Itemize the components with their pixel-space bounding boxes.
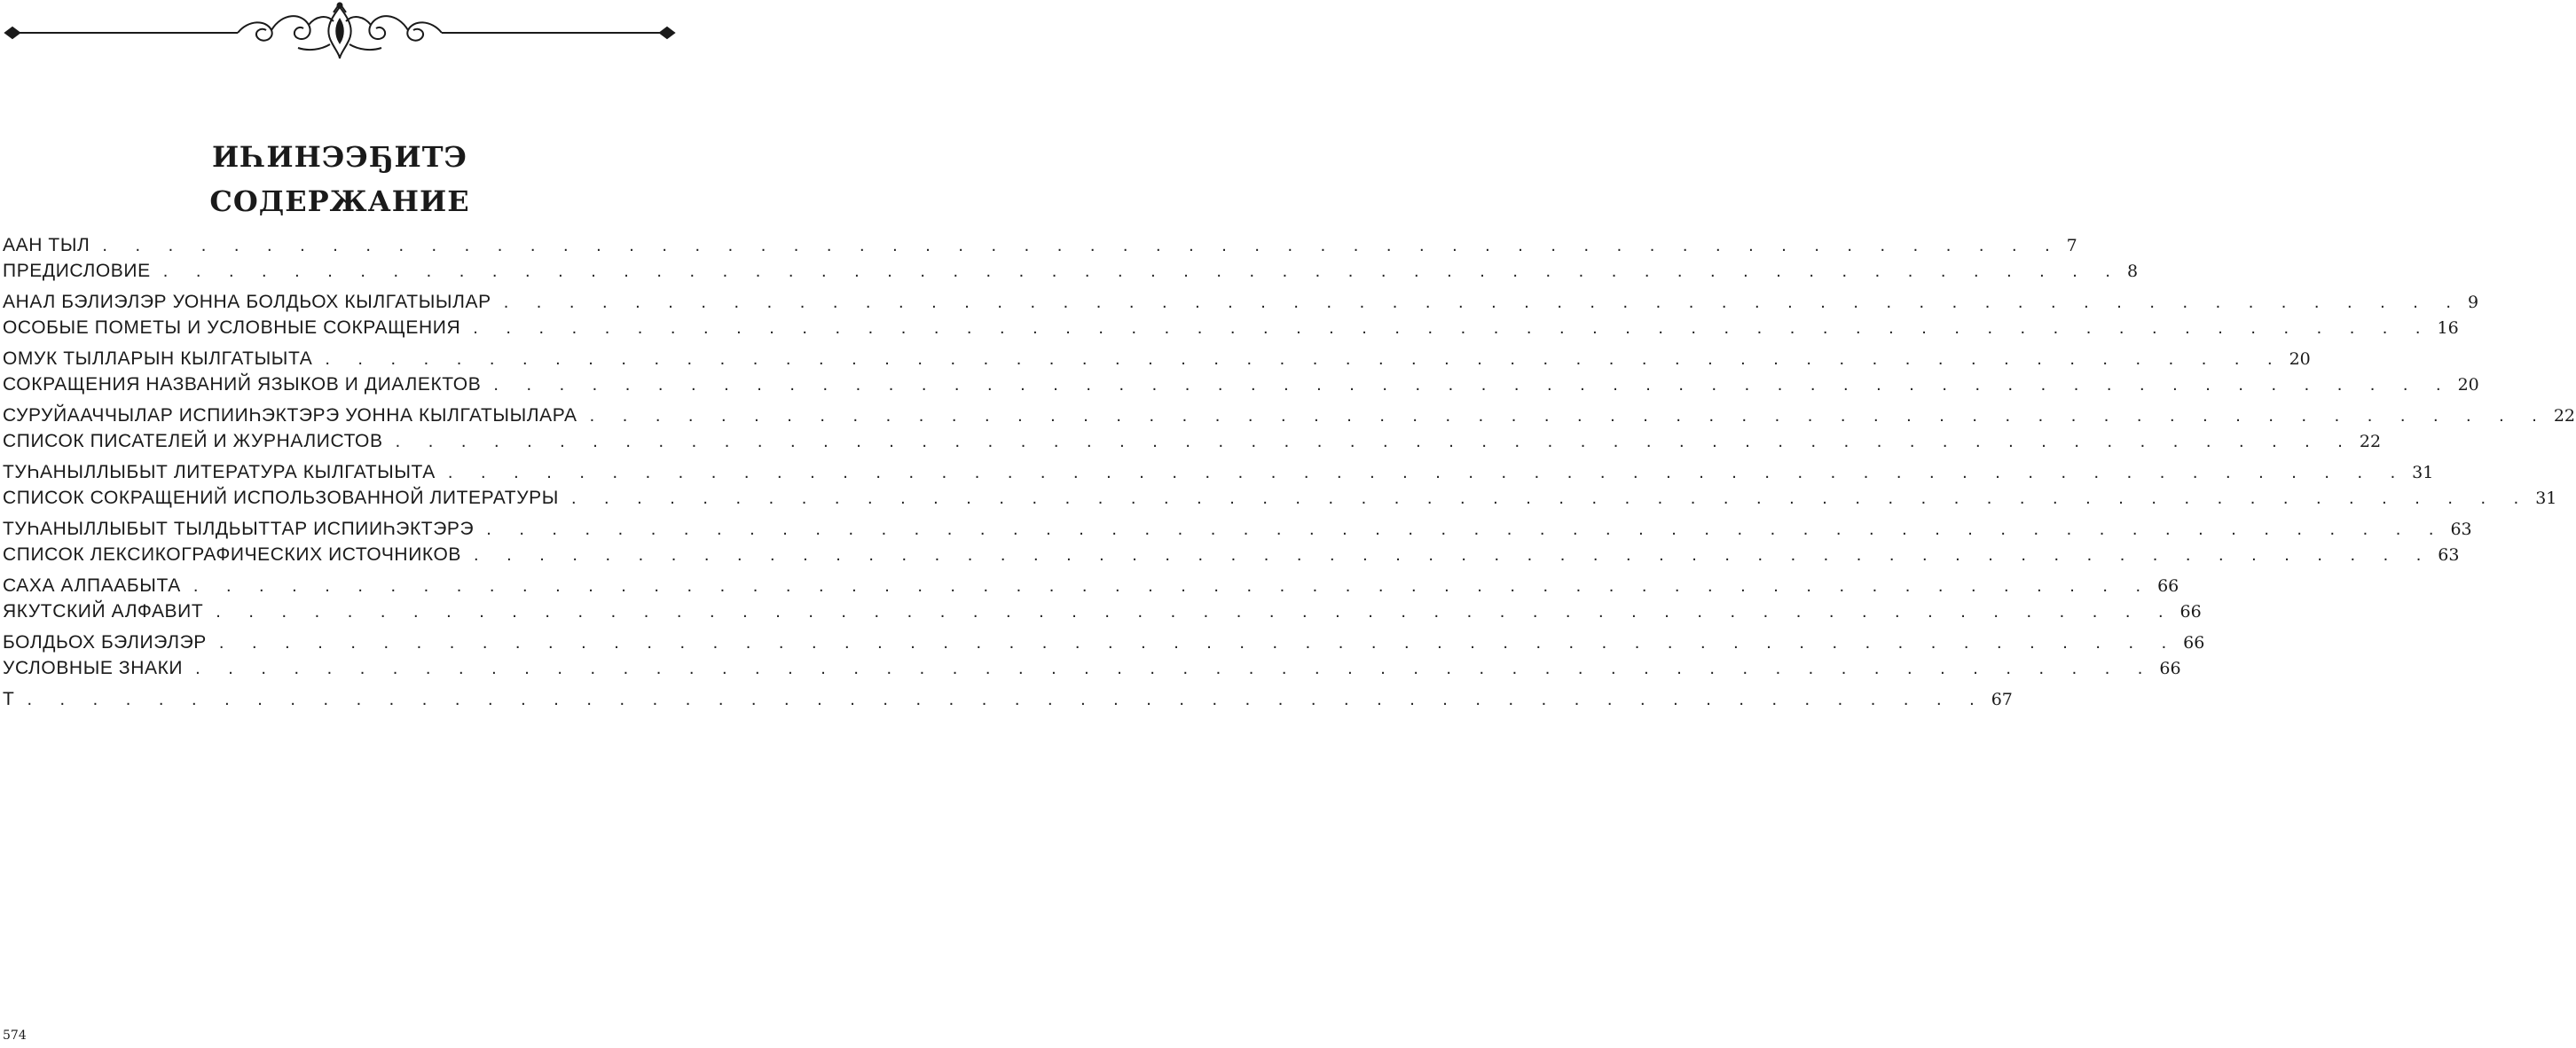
toc-group [0, 459, 2557, 511]
toc-entry-page: 9 [2467, 293, 2479, 312]
toc-entry[interactable] [0, 542, 2460, 567]
toc-entry-page: 66 [2159, 659, 2181, 678]
toc-group [0, 686, 2013, 712]
toc-entry[interactable] [0, 403, 2576, 428]
toc-entry[interactable] [0, 573, 2179, 598]
toc-leader-dots: . . . . . . . . . . . . . . . . . . . . . . . . . . . . . . . . . . . . . . . . . . . . . . . . . . . . . . . . . . . . [27, 690, 1986, 709]
toc-entry-title: ПРЕДИСЛОВИЕ [3, 261, 151, 281]
toc-entry-page: 66 [2179, 602, 2202, 622]
toc-entry-page: 31 [2412, 463, 2434, 482]
toc-entry-page: 22 [2359, 432, 2382, 451]
toc-leader-dots: . . . . . . . . . . . . . . . . . . . . . . . . . . . . . . . . . . . . . . . . . . . . . . . . . . . . . . . . . . . . [395, 432, 2354, 451]
toc-entry-title: БОЛДЬОХ БЭЛИЭЛЭР [3, 632, 207, 653]
toc-entry-title: АНАЛ БЭЛИЭЛЭР УОННА БОЛДЬОХ КЫЛГАТЫЫЛАР [3, 292, 491, 312]
toc-entry[interactable] [0, 428, 2382, 454]
toc-entry[interactable] [0, 371, 2479, 397]
toc-entry-page: 20 [2289, 349, 2311, 369]
toc-leader-dots: . . . . . . . . . . . . . . . . . . . . . . . . . . . . . . . . . . . . . . . . . . . . . . . . . . . . . . . . . . . . [589, 406, 2549, 426]
toc-entry-title: СОКРАЩЕНИЯ НАЗВАНИЙ ЯЗЫКОВ И ДИАЛЕКТОВ [3, 374, 482, 395]
toc-entry-page: 66 [2157, 576, 2179, 596]
toc-group [0, 573, 2202, 624]
toc-leader-dots: . . . . . . . . . . . . . . . . . . . . . . . . . . . . . . . . . . . . . . . . . . . . . . . . . . . . . . . . . . . . [192, 576, 2153, 596]
toc-entry[interactable] [0, 655, 2181, 681]
toc-leader-dots: . . . . . . . . . . . . . . . . . . . . . . . . . . . . . . . . . . . . . . . . . . . . . . . . . . . . . . . . . . . . [195, 659, 2155, 678]
toc-group [0, 232, 2139, 284]
toc-entry-title: ТУҺАНЫЛЛЫБЫТ ЛИТЕРАТУРА КЫЛГАТЫЫТА [3, 462, 436, 482]
toc-leader-dots: . . . . . . . . . . . . . . . . . . . . . . . . . . . . . . . . . . . . . . . . . . . . . . . . . . . . . . . . . . . . [473, 318, 2432, 338]
toc-leader-dots: . . . . . . . . . . . . . . . . . . . . . . . . . . . . . . . . . . . . . . . . . . . . . . . . . . . . . . . . . . . . [325, 349, 2284, 369]
toc-entry-title: САХА АЛПААБЫТА [3, 575, 181, 596]
toc-entry[interactable] [0, 232, 2077, 258]
page-number: 574 [3, 1028, 27, 1043]
toc-entry[interactable] [0, 630, 2205, 655]
toc-entry-title: СПИСОК ПИСАТЕЛЕЙ И ЖУРНАЛИСТОВ [3, 431, 383, 451]
toc-entry-title: СПИСОК СОКРАЩЕНИЙ ИСПОЛЬЗОВАННОЙ ЛИТЕРАТУРЫ [3, 488, 559, 508]
toc-entry-page: 7 [2066, 236, 2077, 255]
toc-leader-dots: . . . . . . . . . . . . . . . . . . . . . . . . . . . . . . . . . . . . . . . . . . . . . . . . . . . . . . . . . . . . [218, 633, 2179, 653]
toc-leader-dots: . . . . . . . . . . . . . . . . . . . . . . . . . . . . . . . . . . . . . . . . . . . . . . . . . . . . . . . . . . . . [447, 463, 2407, 482]
toc-group [0, 403, 2576, 454]
toc-entry-page: 66 [2183, 633, 2205, 653]
toc-entry-title: ОМУК ТЫЛЛАРЫН КЫЛГАТЫЫТА [3, 348, 313, 369]
toc-entry[interactable] [0, 598, 2202, 624]
toc-entry[interactable] [0, 289, 2479, 315]
toc-leader-dots: . . . . . . . . . . . . . . . . . . . . . . . . . . . . . . . . . . . . . . . . . . . . . . . . . . . . . . . . . . . . [216, 602, 2175, 622]
toc-group [0, 516, 2472, 567]
toc-entry[interactable] [0, 485, 2557, 511]
toc-leader-dots: . . . . . . . . . . . . . . . . . . . . . . . . . . . . . . . . . . . . . . . . . . . . . . . . . . . . . . . . . . . . [162, 262, 2122, 281]
toc-entry[interactable] [0, 346, 2311, 371]
toc-entry-page: 63 [2450, 520, 2472, 539]
toc-entry[interactable] [0, 315, 2459, 340]
toc-entry-page: 8 [2126, 262, 2139, 281]
toc-entry-title: ОСОБЫЕ ПОМЕТЫ И УСЛОВНЫЕ СОКРАЩЕНИЯ [3, 317, 461, 338]
toc-entry-page: 22 [2553, 406, 2576, 426]
toc-leader-dots: . . . . . . . . . . . . . . . . . . . . . . . . . . . . . . . . . . . . . . . . . . . . . . . . . . . . . . . . . . . . [102, 236, 2062, 255]
toc-entry[interactable] [0, 516, 2472, 542]
toc-entry-page: 20 [2457, 375, 2479, 395]
toc-leader-dots: . . . . . . . . . . . . . . . . . . . . . . . . . . . . . . . . . . . . . . . . . . . . . . . . . . . . . . . . . . . . [570, 489, 2531, 508]
toc-entry-page: 16 [2437, 318, 2459, 338]
toc-leader-dots: . . . . . . . . . . . . . . . . . . . . . . . . . . . . . . . . . . . . . . . . . . . . . . . . . . . . . . . . . . . . [503, 293, 2462, 312]
contents-title-yakut: ИҺИНЭЭҔИТЭ [212, 140, 467, 174]
toc-entry-title: УСЛОВНЫЕ ЗНАКИ [3, 658, 184, 678]
toc-entry[interactable] [0, 686, 2013, 712]
toc-entry-title: СУРУЙААЧЧЫЛАР ИСПИИҺЭКТЭРЭ УОННА КЫЛГАТЫЫЛАРА [3, 405, 577, 426]
header-ornament [0, 0, 679, 62]
toc-entry-title: Т [3, 689, 15, 709]
toc-leader-dots: . . . . . . . . . . . . . . . . . . . . . . . . . . . . . . . . . . . . . . . . . . . . . . . . . . . . . . . . . . . . [493, 375, 2453, 395]
toc-entry-title: СПИСОК ЛЕКСИКОГРАФИЧЕСКИХ ИСТОЧНИКОВ [3, 544, 462, 565]
toc-group [0, 630, 2205, 681]
toc-entry-title: ТУҺАНЫЛЛЫБЫТ ТЫЛДЬЫТТАР ИСПИИҺЭКТЭРЭ [3, 519, 475, 539]
toc-entry-title: ЯКУТСКИЙ АЛФАВИТ [3, 601, 204, 622]
toc-leader-dots: . . . . . . . . . . . . . . . . . . . . . . . . . . . . . . . . . . . . . . . . . . . . . . . . . . . . . . . . . . . . [474, 545, 2433, 565]
table-of-contents [0, 232, 2576, 717]
toc-entry-page: 31 [2535, 489, 2557, 508]
toc-group [0, 289, 2479, 340]
toc-group [0, 346, 2479, 397]
toc-entry-page: 63 [2438, 545, 2460, 565]
toc-leader-dots: . . . . . . . . . . . . . . . . . . . . . . . . . . . . . . . . . . . . . . . . . . . . . . . . . . . . . . . . . . . . [486, 520, 2446, 539]
contents-title-russian: СОДЕРЖАНИЕ [209, 184, 470, 218]
toc-entry-page: 67 [1991, 690, 2013, 709]
toc-entry-title: ААН ТЫЛ [3, 235, 90, 255]
toc-entry[interactable] [0, 258, 2139, 284]
toc-entry[interactable] [0, 459, 2434, 485]
